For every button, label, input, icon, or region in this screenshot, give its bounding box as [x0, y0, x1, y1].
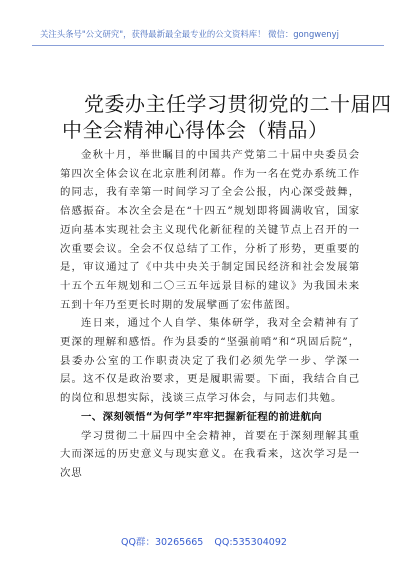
footer-contacts	[0, 534, 408, 548]
document-title	[56, 91, 392, 143]
section-heading-1: 一、深刻领悟“为何学”牢牢把握新征程的前进航向	[81, 410, 323, 423]
document-title-line-2: 中全会精神心得体会（精品）	[62, 118, 329, 143]
body-paragraph-1: 金秋十月，举世瞩目的中国共产党第二十届中央委员会第四次全体会议在北京胜利闭幕。作为一名在党办系统工作的同志，我有幸第一时间学习了全会公报，内心深受鼓舞，倍感振奋。本次全会是在“十四五”规划即将圆满收官，国家迈向基本实现社会主义现代化新征程的关键节点上召开的一次重要会议。全会不仅总结了工作，分析了形势，更重要的是，审议通过了《中共中央关于制定国民经济和社会发展第十五个五年规划和二〇三五年远景目标的建议》为我国未来五到十年乃至更长时期的发展擘画了宏伟蓝图。	[60, 149, 360, 311]
footer-qq: QQ:535304092	[214, 537, 287, 548]
header-divider	[32, 45, 384, 46]
footer-qq-group: QQ群：30265665	[121, 537, 204, 548]
header-banner: 关注头条号"公文研究"，获得最新最全最专业的公文资料库！ 微信：gongwenyj	[40, 29, 339, 39]
document-title-line-1: 党委办主任学习贯彻党的二十届四	[84, 92, 392, 117]
body-paragraph-3: 学习贯彻二十届四中全会精神，首要在于深刻理解其重大而深远的历史意义与现实意义。在我看来，这次学习是一次思	[60, 429, 360, 479]
document-body	[60, 146, 360, 483]
body-paragraph-2: 连日来，通过个人自学、集体研学，我对全会精神有了更深的理解和感悟。作为县委的“坚强前哨”和“巩固后院”，县委办公室的工作职责决定了我们必须先学一步、学深一层。这不仅是政治要求，更是履职需要。下面，我结合自己的岗位和思想实际，浅谈三点学习体会，与同志们共勉。	[60, 317, 360, 405]
